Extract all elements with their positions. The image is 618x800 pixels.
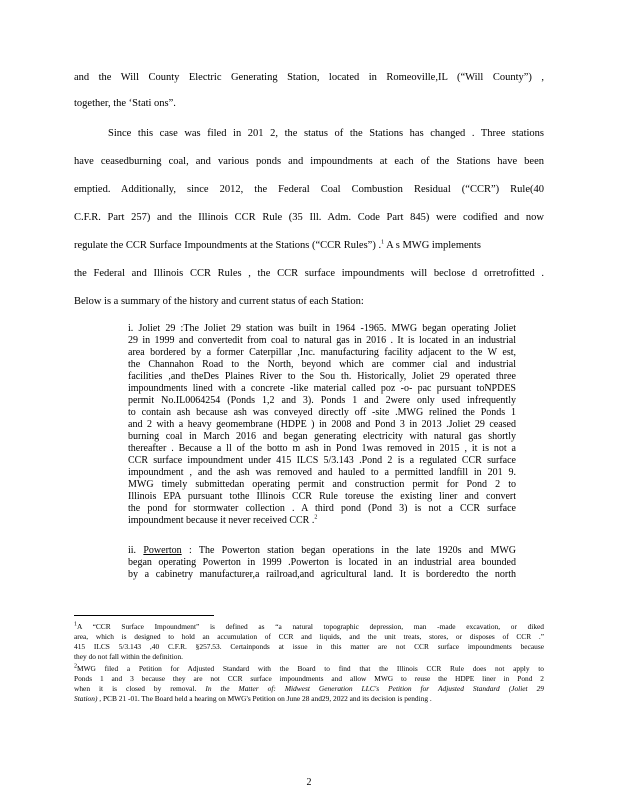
joliet-line-16: the pond for stormwater collection . A third pond (Pond 3) is not a CCR surface	[128, 503, 516, 514]
body-line-7-tail: A s MWG implements	[384, 240, 481, 251]
joliet-line-8: to contain ash because ash was conveyed directly off -site .MWG relined the Ponds 1	[128, 407, 516, 418]
powerton-line-3: by a cabinetry manufacturer,a railroad,and agricultural land. It is borderedto the north	[128, 569, 516, 580]
joliet-line-13: impoundment , and the ash was removed and hauled to a permitted landfill in 201 9.	[128, 467, 516, 478]
footnote-2-line-3	[74, 684, 544, 694]
joliet-line-2: 29 in 1999 and convertedit from coal to natural gas in 2016 . It is located in an industrial	[128, 335, 516, 346]
footnote-2-case-title-end: Station)	[74, 694, 98, 703]
footnote-2-line-1-text: MWG filed a Petition for Adjusted Standard with the Board to find that the Illinois CCR Rule does not apply to	[77, 664, 544, 673]
footnote-2-line-4-text: , PCB 21 -01. The Board held a hearing on MWG's Petition on June 28 and29, 2022 and its decision is pending .	[97, 694, 432, 703]
body-line-9: Below is a summary of the history and current status of each Station:	[74, 296, 364, 307]
joliet-line-17-text: impoundment because it never received CCR .	[128, 515, 315, 526]
powerton-line-1-rest: : The Powerton station began operations in the late 1920s and MWG	[181, 545, 517, 556]
footnote-2-mark: 2	[74, 663, 77, 670]
body-line-4: have ceasedburning coal, and various ponds and impoundments at each of the Stations have been	[74, 156, 544, 167]
body-line-7-text: regulate the CCR Surface Impoundments at the Stations (“CCR Rules”) .	[74, 240, 382, 251]
body-line-2: together, the ‘Stati ons”.	[74, 98, 176, 109]
footnote-1-line-1	[74, 622, 544, 632]
footnote-1-line-1-text: A “CCR Surface Impoundment” is defined as “a natural topographic depression, man -made excavation, or diked	[77, 622, 544, 631]
footnote-1-line-2: area, which is designed to hold an accumulation of CCR and liquids, and the unit treats, stores, or disposes of CCR .”	[74, 632, 544, 641]
footnote-1-mark: 1	[74, 621, 77, 628]
joliet-line-14: MWG timely submittedan operating permit and construction permit for Pond 2 to	[128, 479, 516, 490]
joliet-line-9: and 2 with a heavy geomembrane (HDPE ) in 2008 and Pond 3 in 2013 .Joliet 29 ceased	[128, 419, 516, 430]
joliet-line-5: facilities ,and theDes Plaines River to the Sou th. Historically, Joliet 29 operated three	[128, 371, 516, 382]
powerton-line-2: began operating Powerton in 1999 .Powerton is located in an industrial area bounded	[128, 557, 516, 568]
footnote-1-line-4: they do not fall within the definition.	[74, 652, 183, 661]
body-line-1: and the Will County Electric Generating Station, located in Romeoville,IL (“Will County”) ,	[74, 72, 544, 83]
joliet-line-7: permit No.IL0064254 (Ponds 1,2 and 3). Ponds 1 and 2were only used infrequently	[128, 395, 516, 406]
footnote-1-line-3: 415 ILCS 5/3.143 ,40 C.F.R. §257.53. Certainponds at issue in this matter are not CCR surface impoundments because	[74, 642, 544, 651]
joliet-line-12: CCR surface impoundment under 415 ILCS 5/3.143 .Pond 2 is a regulated CCR surface	[128, 455, 516, 466]
joliet-line-4: the Channahon Road to the North, beyond which are commer cial and industrial	[128, 359, 516, 370]
joliet-line-10: burning coal in March 2016 and began generating electricity with natural gas shortly	[128, 431, 516, 442]
body-line-6: C.F.R. Part 257) and the Illinois CCR Rule (35 Ill. Adm. Code Part 845) were codified and now	[74, 212, 544, 223]
body-line-7	[74, 239, 544, 252]
footnote-ref-1[interactable]: 1	[381, 239, 385, 246]
footnote-2-case-title: In the Matter of: Midwest Generation LLC's Petition for Adjusted Standard (Joliet 29	[196, 684, 544, 693]
page-number: 2	[306, 777, 312, 788]
powerton-numeral: ii.	[128, 545, 137, 556]
footnote-ref-2[interactable]: 2	[314, 514, 318, 521]
powerton-line-1	[128, 545, 516, 557]
footnote-2-line-3-text: when it is closed by removal.	[74, 684, 197, 693]
joliet-line-17	[128, 515, 516, 527]
footnote-2-line-2: Ponds 1 and 3 because they are not CCR surface impoundments and allow MWG to reuse the HDPE liner in Pond 2	[74, 674, 544, 683]
joliet-line-15: Illinois EPA pursuant tothe Illinois CCR Rule toreuse the existing liner and convert	[128, 491, 516, 502]
body-line-8: the Federal and Illinois CCR Rules , the CCR surface impoundments will beclose d orretrofitted .	[74, 268, 544, 279]
joliet-line-11: thereafter . Because a ll of the botto m ash in Pond 1was removed in 2015 , it is not a	[128, 443, 516, 454]
joliet-line-6: impoundments lined with a concrete -like material called poz -o- pac pursuant toNPDES	[128, 383, 516, 394]
body-line-5: emptied. Additionally, since 2012, the Federal Coal Combustion Residual (“CCR”) Rule(40	[74, 184, 544, 195]
body-line-3: Since this case was filed in 201 2, the status of the Stations has changed . Three stations	[108, 128, 544, 139]
footnote-divider	[74, 615, 214, 616]
joliet-line-3: area bordered by a former Caterpillar ,Inc. manufacturing facility adjacent to the W est,	[128, 347, 516, 358]
joliet-line-1: i. Joliet 29 :The Joliet 29 station was built in 1964 -1965. MWG began operating Joliet	[128, 323, 516, 334]
footnote-2-line-1	[74, 664, 544, 674]
footnote-2-line-4	[74, 694, 544, 704]
powerton-heading: Powerton	[143, 545, 182, 556]
